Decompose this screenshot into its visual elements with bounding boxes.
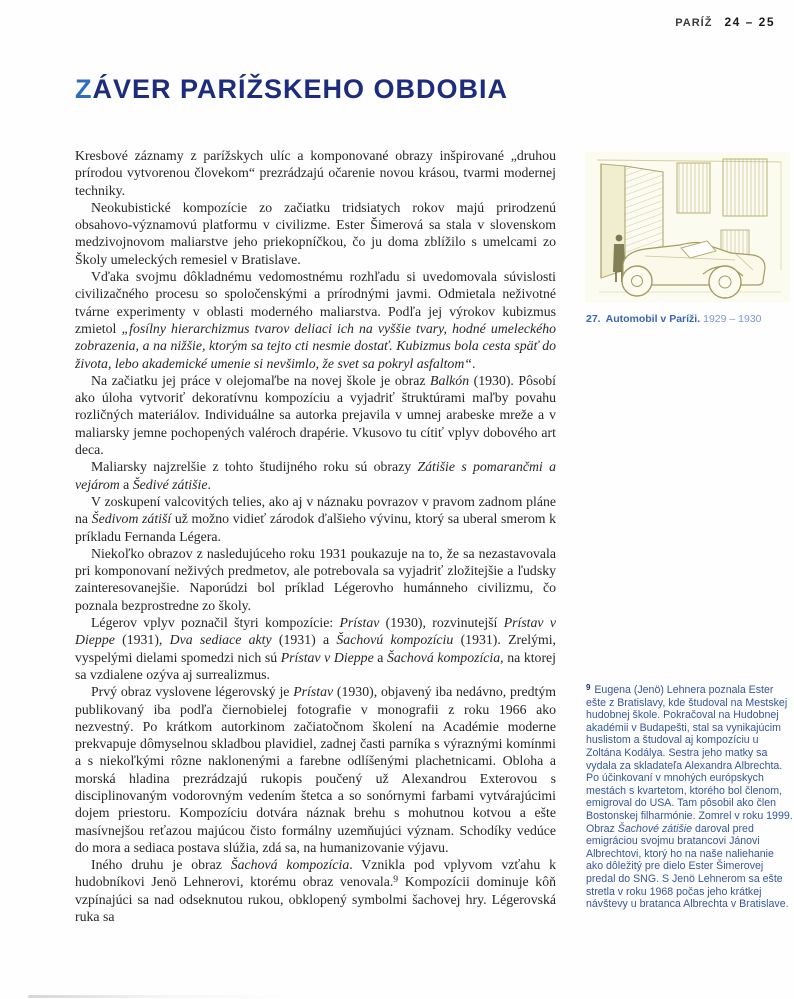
- scan-artifact: [28, 995, 298, 998]
- page-title-rest: ÁVER PARÍŽSKEHO OBDOBIA: [92, 74, 509, 105]
- figure-caption-title: Automobil v Paríži.: [605, 313, 701, 325]
- figure-caption-dates: 1929 – 1930: [703, 313, 762, 325]
- running-header: [675, 15, 775, 29]
- paragraph: Légerov vplyv poznačil štyri kompozície: Prístav (1930), rozvinutejší Prístav v Dieppe (1931), Dva sediace akty (1931) a Šachovú kompozíciu (1931). Zrelými, vyspelými dielami spomedzi nich sú Prístav v Dieppe a Šachová kompozícia, na ktorej sa vzdialene ozýva aj surrealizmus.: [75, 615, 556, 682]
- figure-automobile: [585, 152, 790, 302]
- paragraph: Neokubistické kompozície zo začiatku tridsiatych rokov majú prirodzenú obsahovo-významovú platformu v civilizme. Ester Šimerová sa stala v slovenskom medzivojnovom maliarstve jeho priekopníčkou, čo ju doma zblížilo s umelcami zo Školy umeleckých remesiel v Bratislave.: [75, 199, 556, 267]
- figure-caption: [586, 313, 792, 326]
- paragraph: Iného druhu je obraz Šachová kompozícia. Vznikla pod vplyvom vzťahu k hudobníkovi Jenö Lehnerovi, ktorému obraz venovala.$^9$ Kompozícii dominuje kôň vzpínajúci sa nad odseknutou rukou, obklopený symbolmi šachovej hry. Légerovská ruka sa: [75, 857, 557, 925]
- paragraph: Prvý obraz vyslovene légerovský je Prístav (1930), objavený iba nedávno, predtým publikovaný iba podľa čiernobielej fotografie v monografii z roku 1966 ako nezvestný. Po krátkom autorkinom začiatočnom školení na Académie moderne prekvapuje dômyselnou skladbou plavidiel, zadnej časti parníka s výraznými komínmi a s niekoľkými rôzne naklonenými a farebne odlíšenými plachetnicami. Obloha a morská hladina prezrádzajú rukopis poučený už Alexandrou Exterovou s disciplinovaným vodorovným vedením štetca a so sonórnymi farbami vytvárajúcimi dojem priestoru. Kompozíciu dotvára náznak brehu s mohutnou kotvou a ešte masívnejšou reťazou majúcou čisto formálny uzemňujúci význam. Schodíky vedúce do mora a sediaca postava slúžia, zdá sa, na humanizovanie výjavu.: [75, 684, 557, 855]
- paragraph: Maliarsky najzrelšie z tohto študijného roku sú obrazy Zátišie s pomarančmi a vejárom a Šedivé zátišie.: [75, 459, 556, 492]
- paragraph: Na začiatku jej práce v olejomaľbe na novej škole je obraz Balkón (1930). Pôsobí ako úloha vytvoriť dekoratívnu kompozíciu a vyjadriť štruktúrami maľby povahu rozličných materiálov. Individuálne sa autorka prejavila v umnej arabeske mreže a v maliarsky jemne pochopených valéroch drapérie. Vkusovo tu cítiť vplyv dobového art deca.: [75, 372, 556, 458]
- figure-number: 27.: [586, 313, 601, 325]
- paragraph: Kresbové záznamy z parížskych ulíc a komponované obrazy inšpirované „druhou prírodou vytvorenou človekom“ prezrádzajú očarenie novou krásou, tvarmi modernej techniky.: [75, 148, 556, 198]
- sidenote-text: $^9$ Eugena (Jenö) Lehnera poznala Ester ešte z Bratislavy, kde študoval na Mestskej hudobnej škole. Pokračoval na Hudobnej akadémii v Budapešti, stal sa vynikajúcim huslistom a študoval aj kompozíciu u Zoltána Kodálya. Sestra jeho matky sa vydala za skladateľa Alexandra Albrechta. Po účinkovaní v mnohých európskych mestách s kvartetom, ktorého bol členom, emigroval do USA. Tam pôsobil ako člen Bostonskej filharmónie. Zomrel v roku 1999. Obraz Šachové zátišie daroval pred emigráciou svojmu bratancovi Jánovi Albrechtovi, ktorý ho na naše naliehanie ako dôležitý pre dielo Ester Šimerovej predal do SNG. S Jenö Lehnerom sa ešte stretla v roku 1968 počas jeho krátkej návštevy u bratanca Albrechta v Bratislave.: [586, 682, 793, 911]
- page-title-initial: Z: [75, 74, 93, 105]
- running-header-page-numbers: 24 – 25: [724, 15, 775, 29]
- paragraph: Vďaka svojmu dôkladnému vedomostnému rozhľadu si uvedomovala súvislosti civilizačného procesu so spoločenskými a prírodnými javmi. Odmietala neživotné tvárne experimenty v oblasti moderného maliarstva. Podľa jej výrokov kubizmus zmietol „fosílny hierarchizmus tvarov deliaci ich na vyššie tvary, hodné umeleckého zobrazenia, a na nižšie, ktorým sa tejto cti nesmie dostať. Kubizmus bola cesta späť do života, lebo akademické umenie si nevšimlo, že svet sa pokryl asfaltom“.: [75, 269, 556, 371]
- running-header-section: PARÍŽ: [675, 17, 713, 29]
- paragraph: V zoskupení valcovitých telies, ako aj v náznaku povrazov v pravom zadnom pláne na Šedivom zátiší už možno vidieť zárodok ďalšieho vývinu, ktorý sa uberal smerom k príkladu Fernanda Légera.: [75, 493, 556, 544]
- article-body: [75, 147, 556, 925]
- automobile-sketch: [585, 152, 790, 302]
- page-title: [75, 74, 508, 105]
- paragraph: Niekoľko obrazov z nasledujúceho roku 1931 poukazuje na to, že sa nezastavovala pri komponovaní neživých predmetov, ale potrebovala sa vyjadriť zložitejšie a ľudsky zainteresovanejšie. Naporúdzi bol príklad Légerovho humánneho civilizmu, čo poznala bezprostredne zo školy.: [75, 545, 556, 613]
